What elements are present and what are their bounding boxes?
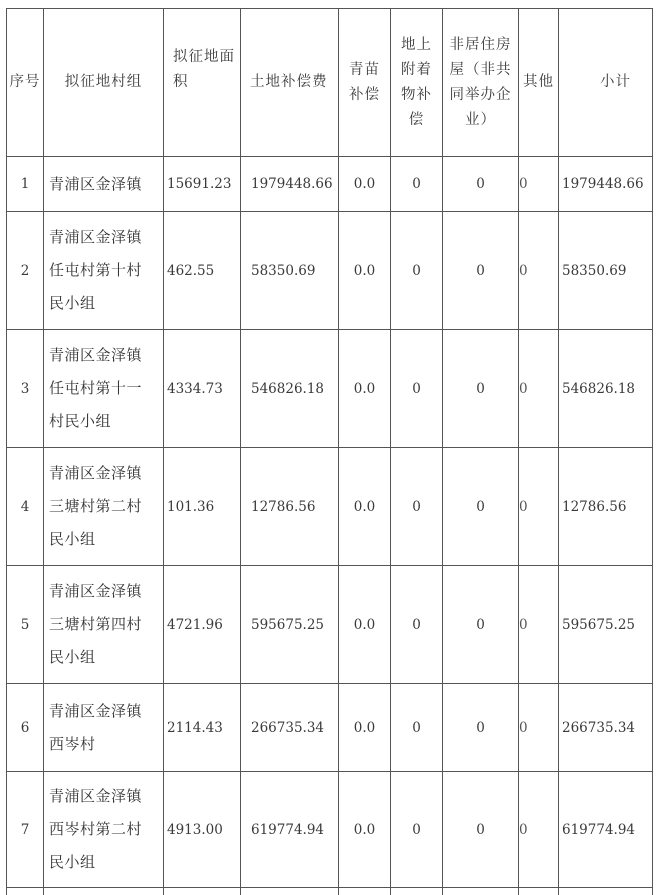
row-village-line: 青浦区金泽镇 — [49, 464, 143, 482]
row-index: 7 — [7, 772, 44, 888]
row-area: 4334.73 — [164, 330, 241, 448]
row-village-line: 青浦区金泽镇 — [49, 346, 143, 364]
row-village-line: 任屯村第十村 — [49, 261, 143, 279]
row-area: 101.36 — [164, 448, 241, 566]
row-subtotal: 58350.69 — [559, 212, 653, 330]
row-housing: 0 — [443, 212, 519, 330]
header-housing-line: 同举办企 — [449, 86, 512, 103]
row-village-line: 民小组 — [49, 294, 96, 312]
row-village-line: 青浦区金泽镇 — [49, 228, 143, 246]
row-area: 4721.96 — [164, 566, 241, 684]
row-cell-empty — [559, 888, 653, 895]
header-attachment — [391, 9, 443, 157]
row-attachment: 0 — [391, 157, 443, 212]
row-housing: 0 — [443, 566, 519, 684]
row-attachment: 0 — [391, 448, 443, 566]
row-seedling: 0.0 — [339, 566, 391, 684]
row-subtotal: 546826.18 — [559, 330, 653, 448]
row-attachment: 0 — [391, 566, 443, 684]
row-housing: 0 — [443, 157, 519, 212]
row-seedling: 0.0 — [339, 330, 391, 448]
header-subtotal: 小计 — [559, 9, 653, 157]
row-index: 6 — [7, 684, 44, 772]
row-seedling: 0.0 — [339, 772, 391, 888]
row-cell-empty — [443, 888, 519, 895]
header-attachment-line: 物补 — [401, 86, 432, 103]
header-area-line: 积 — [173, 74, 189, 90]
row-cell-empty — [519, 888, 559, 895]
row-attachment: 0 — [391, 330, 443, 448]
row-village-line: 民小组 — [49, 853, 96, 871]
row-housing: 0 — [443, 448, 519, 566]
row-land-fee: 595675.25 — [241, 566, 339, 684]
table-row — [7, 212, 653, 330]
header-attachment-line: 附着 — [401, 61, 432, 78]
row-area: 15691.23 — [164, 157, 241, 212]
row-village-line: 青浦区金泽镇 — [49, 701, 143, 720]
compensation-table — [6, 8, 653, 895]
row-village — [44, 566, 164, 684]
header-attachment-line: 地上 — [401, 36, 432, 53]
header-housing-line: 非居住房 — [449, 36, 512, 53]
row-land-fee: 266735.34 — [241, 684, 339, 772]
row-seedling: 0.0 — [339, 684, 391, 772]
row-cell-empty — [44, 888, 164, 895]
row-attachment: 0 — [391, 212, 443, 330]
header-village: 拟征地村组 — [44, 9, 164, 157]
row-cell-empty — [339, 888, 391, 895]
row-index: 5 — [7, 566, 44, 684]
row-land-fee: 546826.18 — [241, 330, 339, 448]
header-index: 序号 — [7, 9, 44, 157]
row-village-line: 三塘村第四村 — [49, 615, 143, 633]
header-area — [164, 9, 241, 157]
header-housing-line: 屋（非共 — [449, 61, 512, 78]
header-area-line: 拟征地面 — [173, 49, 235, 65]
row-area: 2114.43 — [164, 684, 241, 772]
row-village-line: 民小组 — [49, 530, 96, 548]
row-index: 2 — [7, 212, 44, 330]
row-seedling: 0.0 — [339, 212, 391, 330]
row-housing: 0 — [443, 772, 519, 888]
row-village-line: 西岑村第二村 — [49, 820, 143, 838]
row-subtotal: 619774.94 — [559, 772, 653, 888]
table-row — [7, 330, 653, 448]
row-housing: 0 — [443, 684, 519, 772]
header-seedling-line: 青苗 — [349, 61, 380, 78]
row-village-line: 青浦区金泽镇 — [49, 174, 143, 193]
header-land-fee: 土地补偿费 — [241, 9, 339, 157]
header-seedling — [339, 9, 391, 157]
row-area: 4913.00 — [164, 772, 241, 888]
row-index: 3 — [7, 330, 44, 448]
row-other: 0 — [519, 330, 559, 448]
row-other: 0 — [519, 684, 559, 772]
header-housing — [443, 9, 519, 157]
row-village-line: 任屯村第十一 — [49, 379, 143, 397]
row-village — [44, 772, 164, 888]
row-village-line: 民小组 — [49, 648, 96, 666]
row-area: 462.55 — [164, 212, 241, 330]
row-village — [44, 684, 164, 772]
row-subtotal: 1979448.66 — [559, 157, 653, 212]
row-seedling: 0.0 — [339, 157, 391, 212]
row-other: 0 — [519, 772, 559, 888]
row-village — [44, 448, 164, 566]
table-row — [7, 157, 653, 212]
row-other: 0 — [519, 566, 559, 684]
table-row — [7, 772, 653, 888]
header-seedling-line: 补偿 — [349, 86, 380, 103]
row-cell-empty — [391, 888, 443, 895]
row-other: 0 — [519, 212, 559, 330]
row-attachment: 0 — [391, 772, 443, 888]
row-seedling: 0.0 — [339, 448, 391, 566]
header-attachment-line: 偿 — [408, 111, 425, 128]
table-row-partial — [7, 888, 653, 895]
table-row — [7, 684, 653, 772]
header-other: 其他 — [519, 9, 559, 157]
header-row — [7, 9, 653, 157]
row-land-fee: 58350.69 — [241, 212, 339, 330]
row-cell-empty — [7, 888, 44, 895]
row-village-line: 青浦区金泽镇 — [49, 582, 143, 600]
header-housing-line: 业） — [465, 111, 496, 128]
row-village — [44, 212, 164, 330]
row-land-fee: 1979448.66 — [241, 157, 339, 212]
row-subtotal: 595675.25 — [559, 566, 653, 684]
row-land-fee: 619774.94 — [241, 772, 339, 888]
row-index: 4 — [7, 448, 44, 566]
table-row — [7, 448, 653, 566]
row-attachment: 0 — [391, 684, 443, 772]
table-row — [7, 566, 653, 684]
row-other: 0 — [519, 157, 559, 212]
row-village — [44, 157, 164, 212]
row-village-line: 西岑村 — [49, 734, 96, 753]
row-other: 0 — [519, 448, 559, 566]
row-cell-empty — [241, 888, 339, 895]
row-subtotal: 266735.34 — [559, 684, 653, 772]
row-village-line: 三塘村第二村 — [49, 497, 143, 515]
row-village — [44, 330, 164, 448]
row-cell-empty — [164, 888, 241, 895]
row-housing: 0 — [443, 330, 519, 448]
row-village-line: 村民小组 — [49, 412, 112, 430]
row-index: 1 — [7, 157, 44, 212]
row-subtotal: 12786.56 — [559, 448, 653, 566]
row-village-line: 青浦区金泽镇 — [49, 787, 143, 805]
row-land-fee: 12786.56 — [241, 448, 339, 566]
